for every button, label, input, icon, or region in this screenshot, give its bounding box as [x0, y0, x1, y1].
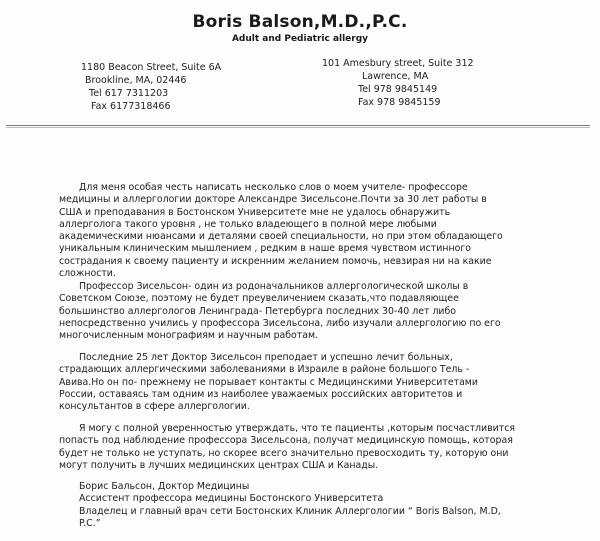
letterhead-title: Boris Balson,M.D.,P.C.	[192, 12, 408, 32]
paragraph-line: могут получить в лучших медицинских центрах США и Канады.	[59, 459, 379, 471]
address-right-city: Lawrence, MA	[362, 71, 429, 82]
signature-clinic: Владелец и главный врач сети Бостонских Клиник Аллергологии “ Boris Balson, M.D,	[79, 505, 501, 517]
paragraph-line: России, оставаясь там одним из наиболее уважаемых российских авторитетов и	[59, 388, 463, 400]
signature-clinic-cont: P.C.”	[79, 517, 101, 529]
address-left-phone: Tel 617 7311203	[89, 88, 169, 99]
paragraph-line: Для меня особая честь написать несколько слов о моем учителе- профессоре	[79, 182, 468, 193]
paragraph-line: будет не только не уступать, но скорее всего значительно превосходить ту, которую они	[59, 447, 509, 459]
paragraph-line: Я могу с полной уверенностью утверждать, что те пациенты ,которым посчастливится	[79, 423, 515, 434]
paragraph-line: аллерголога такого уровня , не только владеющего в полной мере любыми	[59, 218, 437, 230]
paragraph-line: Советском Союзе, поэтому не будет преувеличением сказать,что подавляющее	[59, 293, 459, 305]
paragraph-line: непосредственно учились у профессора Зисельсона, либо изучали аллергологию по его	[59, 317, 501, 329]
paragraph-line: страдающих аллергическими заболеваниями в Израиле в районе большого Тель -	[59, 364, 470, 376]
letterhead-subtitle: Adult and Pediatric allergy	[231, 34, 369, 44]
paragraph-line: Профессор Зисельсон- один из родоначальников аллергологической школы в	[79, 281, 469, 292]
paragraph-line: консультантов в сфере аллергологии.	[59, 401, 250, 413]
signature-position: Ассистент профессора медицины Бостонского Университета	[79, 493, 384, 505]
address-right-street: 101 Amesbury street, Suite 312	[322, 58, 474, 69]
paragraph-1	[59, 182, 549, 280]
paragraph-line: попасть под наблюдение профессора Зисельсона, получат медицинскую помощь, которая	[59, 435, 513, 447]
paragraph-line: сложности.	[59, 268, 116, 280]
paragraph-line: сострадания к своему пациенту и искренним желанием помочь, невзирая ни на какие	[59, 255, 492, 267]
paragraph-line: Последние 25 лет Доктор Зисельсон преподает и успешно лечит больных,	[79, 352, 453, 363]
address-right-fax: Fax 978 9845159	[358, 97, 441, 108]
paragraph-line: академическими нюансами и деталями своей специальности, но при этом обладающего	[59, 231, 503, 243]
paragraph-3	[59, 352, 549, 413]
paragraph-line: большинство аллергологов Ленинграда- Петербурга последних 30-40 лет либо	[59, 305, 457, 317]
address-left-fax: Fax 6177318466	[91, 101, 171, 112]
header-divider-secondary	[6, 127, 590, 128]
header-divider	[6, 125, 590, 126]
address-left-street: 1180 Beacon Street, Suite 6A	[81, 62, 222, 73]
paragraph-line: Авива.Но он по- прежнему не порывает контакты с Медицинскими Университетами	[59, 376, 478, 388]
address-left-city: Brookline, MA, 02446	[85, 75, 187, 86]
paragraph-line: медицины и аллергологии докторе Александре Зисельсоне.Почти за 30 лет работы в	[59, 194, 487, 206]
signature-block	[79, 481, 569, 530]
signature-name: Борис Бальсон, Доктор Медицины	[79, 481, 250, 492]
paragraph-line: уникальным клиническим мышлением , редким в наше время чувством истинного	[59, 243, 471, 255]
paragraph-2	[59, 281, 549, 342]
paragraph-line: многочисленным монографиям и научным работам.	[59, 330, 319, 342]
address-right	[322, 57, 474, 109]
address-right-phone: Tel 978 9845149	[358, 84, 438, 95]
paragraph-4	[59, 423, 549, 472]
paragraph-line: США и преподавания в Бостонском Университете мне не удалось обнаружить	[59, 206, 451, 218]
address-left	[81, 61, 221, 113]
